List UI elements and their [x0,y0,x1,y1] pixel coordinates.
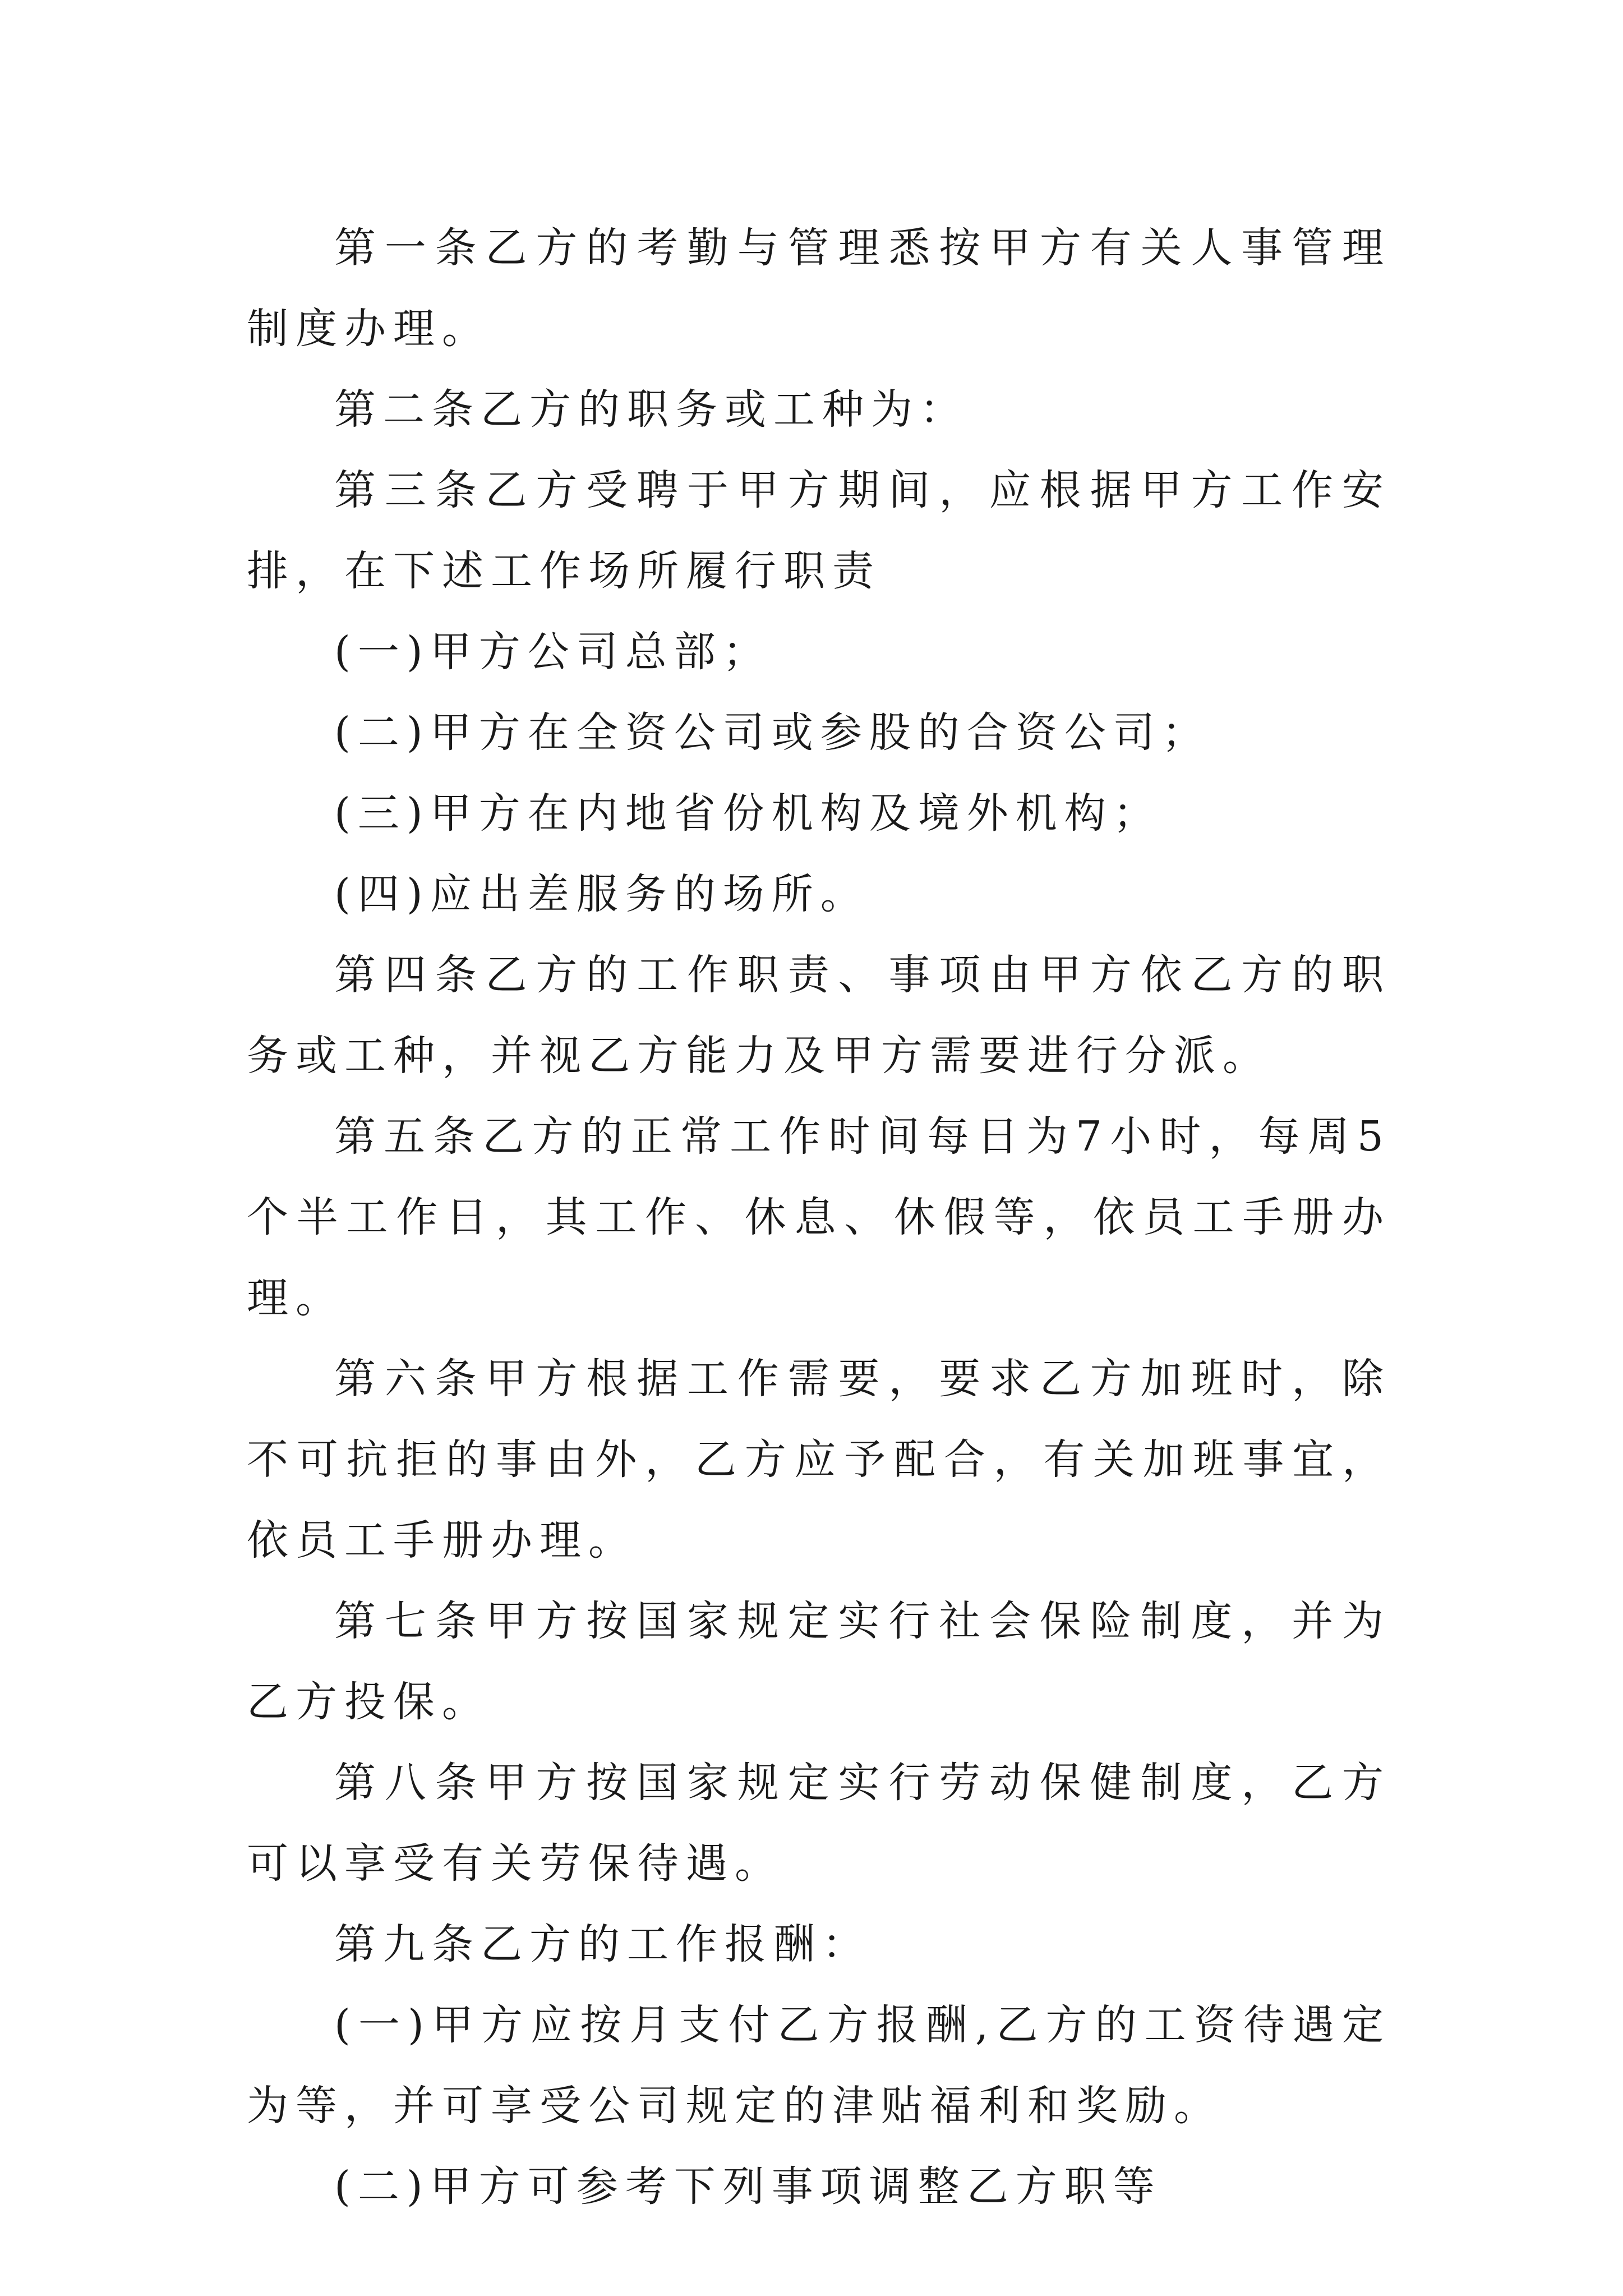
article-3-paragraph: 第三条乙方受聘于甲方期间，应根据甲方工作安排，在下述工作场所履行职责 [247,466,1391,595]
article-7-paragraph: 第七条甲方按国家规定实行社会保险制度，并为乙方投保。 [247,1597,1391,1726]
article-8-paragraph: 第八条甲方按国家规定实行劳动保健制度，乙方可以享受有关劳保待遇。 [247,1759,1391,1888]
article-2-paragraph: 第二条乙方的职务或工种为： [334,385,969,434]
article-9-item-2: (二)甲方可参考下列事项调整乙方职等 [334,2162,1162,2211]
article-3-item-1: (一)甲方公司总部； [334,628,772,676]
article-1-paragraph: 第一条乙方的考勤与管理悉按甲方有关人事管理制度办理。 [247,224,1391,353]
article-6-paragraph: 第六条甲方根据工作需要，要求乙方加班时，除不可抗拒的事由外，乙方应予配合，有关加班事宜，依员工手册办理。 [247,1355,1391,1565]
article-9-item-1: (一)甲方应按月支付乙方报酬,乙方的工资待遇定为等，并可享受公司规定的津贴福利和奖励。 [247,2001,1391,2130]
article-3-item-2: (二)甲方在全资公司或参股的合资公司； [334,708,1211,757]
document-body [247,208,1391,2227]
article-5-paragraph: 第五条乙方的正常工作时间每日为7小时，每周5个半工作日，其工作、休息、休假等，依员工手册办理。 [247,1112,1391,1322]
article-3-item-4: (四)应出差服务的场所。 [334,870,869,918]
article-3-item-3: (三)甲方在内地省份机构及境外机构； [334,789,1162,838]
article-9-paragraph: 第九条乙方的工作报酬： [334,1920,871,1968]
article-4-paragraph: 第四条乙方的工作职责、事项由甲方依乙方的职务或工种，并视乙方能力及甲方需要进行分派。 [247,951,1391,1080]
